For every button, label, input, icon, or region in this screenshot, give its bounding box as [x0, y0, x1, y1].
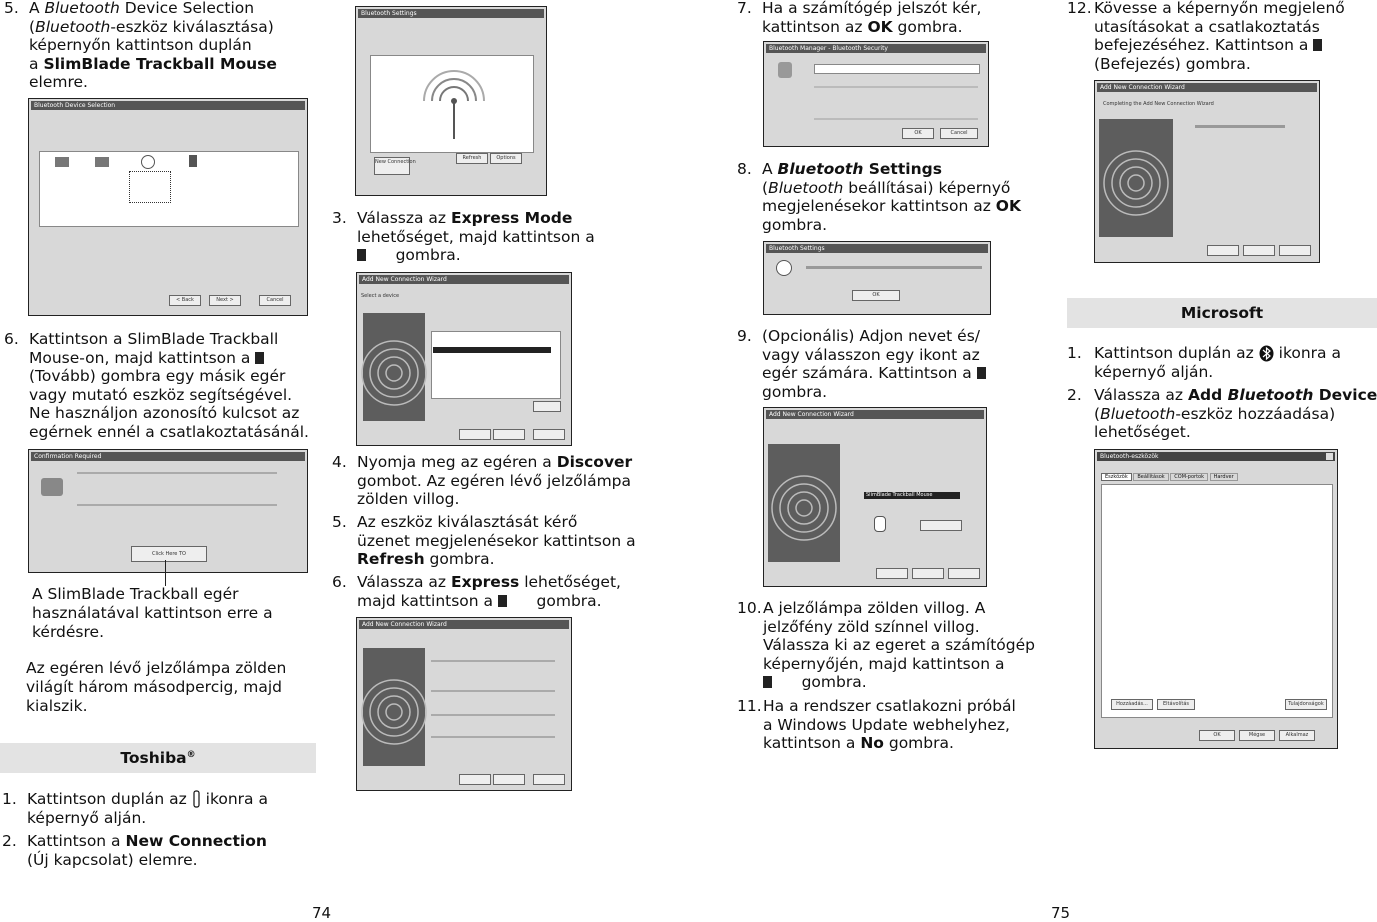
- wizard-graphic: [768, 444, 840, 562]
- screenshot-device-selection: [28, 98, 308, 316]
- ok-button: OK: [902, 128, 934, 139]
- text: Ha a rendszer csatlakozni próbál: [763, 697, 1016, 715]
- device-icon: [55, 157, 69, 167]
- text: Bluetooth: [1227, 386, 1314, 404]
- wizard-graphic: [363, 313, 425, 421]
- middle-column: [330, 0, 660, 918]
- next-button: [493, 774, 525, 785]
- text: befejezéséhez. Kattintson a: [1094, 36, 1309, 54]
- remove-button: Eltávolítás: [1157, 699, 1195, 710]
- window-title: Add New Connection Wizard: [769, 411, 854, 418]
- step-number: 5.: [4, 0, 19, 17]
- text: Kattintson duplán az: [27, 790, 187, 808]
- text: kattintson az: [762, 17, 868, 36]
- text: képernyő alján.: [27, 808, 147, 827]
- step-number: 3.: [332, 209, 347, 227]
- screenshot-bluetooth-devices: [1094, 449, 1338, 749]
- window-title: Bluetooth Settings: [361, 10, 417, 17]
- window-title: Add New Connection Wizard: [362, 621, 447, 628]
- text: Device: [1313, 386, 1377, 404]
- step-number: 8.: [737, 160, 752, 178]
- close-icon: [1326, 453, 1333, 460]
- text: utasításokat a csatlakoztatás: [1094, 17, 1320, 36]
- ok-button: OK: [852, 290, 900, 301]
- next-key-icon: [357, 249, 366, 261]
- text: a: [29, 54, 44, 73]
- option-text: [431, 714, 555, 738]
- cancel-button: Cancel: [259, 295, 291, 306]
- window-title: Bluetooth Settings: [769, 245, 825, 252]
- text: vagy válasszon egy ikont az: [762, 345, 980, 364]
- text: Express Mode: [450, 209, 573, 227]
- change-icon-button: [920, 520, 962, 531]
- selected-device: [129, 171, 171, 203]
- text: (Tovább) gombra egy másik egér: [29, 367, 286, 385]
- text: lehetőséget, majd kattintson a: [357, 227, 595, 246]
- text: Válassza az: [1094, 386, 1188, 404]
- text: Kattintson a: [27, 832, 126, 850]
- screenshot-select-device: [356, 272, 572, 446]
- text: gombot. Az egéren lévő jelzőlámpa: [357, 471, 632, 490]
- text: Bluetooth: [777, 160, 864, 178]
- right-column-a: 7. Ha a számítógép jelszót kér, kattintson az OK gombra. Bluetooth Manager - Bluetooth Security OK Cancel 8. A Bluetooth Settings (Bluetooth beállításai) képernyő megjelenésekor kattintson az OK gombra. Bluetooth Settings OK 9. (Opcionális) Adjon nevet és/ vagy válasszon egy ikont az egér számára. Kattintson a gombra. Add New Connection Wizard SlimBlade Trackball Mouse 10. A jelzőlámpa zölden villog. A jelzőfény zöld színnel villog. Válassza ki az egeret a számítógép képernyőjén, majd kattintson a gombra. 11. Ha a rendszer csatlakozni próbál a Windows Update webhelyhez, kattintson a No gombra.: [737, 0, 1035, 752]
- device-name-field: SlimBlade Trackball Mouse: [864, 492, 960, 499]
- bluetooth-icon: [1259, 345, 1274, 362]
- text: A: [29, 0, 45, 17]
- text: beállításai) képernyő: [843, 178, 1011, 197]
- computer-icon: [41, 478, 63, 496]
- back-button: [459, 774, 491, 785]
- text: OK: [867, 17, 893, 36]
- text: A: [762, 160, 778, 178]
- section-header-microsoft: [1067, 298, 1377, 328]
- cancel-button: [1279, 245, 1311, 256]
- screenshot-bluetooth-settings: [355, 6, 547, 196]
- add-button: Hozzáadás...: [1111, 699, 1153, 710]
- step-number: 12.: [1067, 0, 1092, 17]
- text: gombra.: [892, 17, 963, 36]
- led-note: [26, 659, 316, 716]
- window-title: Bluetooth-eszközök: [1100, 453, 1159, 460]
- text: a Windows Update webhelyhez,: [763, 715, 1010, 734]
- step-number: 2.: [1067, 386, 1082, 404]
- text: Bluetooth: [768, 178, 844, 197]
- finish-button: [1243, 245, 1275, 256]
- callout-line: [165, 560, 166, 586]
- text: kattintson a: [763, 734, 861, 752]
- text: Bluetooth: [1100, 404, 1176, 423]
- text: képernyőjén, majd kattintson a: [763, 654, 1005, 673]
- screenshot-security: [763, 41, 989, 147]
- text: Kattintson duplán az: [1094, 344, 1254, 362]
- dialog-text: [814, 86, 978, 120]
- text: Kattintson a SlimBlade Trackball: [29, 330, 279, 348]
- text: képernyő alján.: [1094, 362, 1214, 381]
- step-number: 6.: [332, 573, 347, 591]
- screenshot-settings-ok: [763, 241, 991, 315]
- text: gombra.: [424, 550, 495, 568]
- text: ikonra a: [205, 790, 268, 808]
- page-number-right: 75: [1051, 904, 1071, 922]
- text: Az egéren lévő jelzőlámpa zölden: [26, 659, 287, 677]
- text: Refresh: [357, 550, 425, 568]
- cancel-button: [533, 774, 565, 785]
- wizard-subtitle: Select a device: [361, 293, 400, 299]
- cancel-button: Mégse: [1239, 730, 1275, 741]
- text: kialszik.: [26, 697, 88, 715]
- device-icon: [95, 157, 109, 167]
- next-button: Next >: [209, 295, 241, 306]
- ok-button: OK: [1199, 730, 1235, 741]
- dialog-text: [806, 266, 982, 269]
- text: Válassza az: [357, 209, 451, 227]
- new-connection-button: New Connection: [374, 157, 410, 175]
- tab-options: Beállítások: [1133, 473, 1168, 481]
- text: No: [860, 734, 884, 752]
- signal-tower-icon: [414, 61, 494, 141]
- text: Válassza ki az egeret a számítógép: [763, 636, 1035, 654]
- wizard-subtitle: Completing the Add New Connection Wizard: [1103, 101, 1214, 107]
- text: gombra.: [801, 673, 867, 691]
- device-list: [431, 331, 561, 399]
- text: egér számára. Kattintson a: [762, 364, 972, 382]
- text: Az eszköz kiválasztását kérő: [357, 513, 578, 531]
- screenshot-name-device: [763, 407, 987, 587]
- text: Nyomja meg az egéren a: [357, 453, 557, 471]
- apply-button: Alkalmaz: [1279, 730, 1315, 741]
- text: ikonra a: [1278, 344, 1341, 362]
- text: (Befejezés) gombra.: [1094, 54, 1251, 73]
- text: jelzőfény zöld színnel villog.: [763, 617, 980, 636]
- text: lehetőséget,: [519, 573, 621, 591]
- text: majd kattintson a: [357, 591, 494, 610]
- next-key-icon: [255, 352, 264, 364]
- back-button: [459, 429, 491, 440]
- section-header-toshiba: [0, 743, 316, 773]
- window-title: Add New Connection Wizard: [1100, 84, 1185, 91]
- cancel-button: [533, 429, 565, 440]
- registered-mark: ®: [186, 749, 196, 760]
- left-column: 5. A Bluetooth Device Selection (Bluetooth-eszköz kiválasztása) képernyőn kattintson duplán a SlimBlade Trackball Mouse elemre. Bluetooth Device Selection < Back Next > Cancel 6. Kattintson a SlimBlade Trackball Mouse-on, majd kattintson a (Tovább) gombra egy másik egér vagy mutató eszköz segítségével. Ne használjon azonosító kulcsot az egérnek ennél a csatlakoztatásánál. Confirmation Required Click Here TO A SlimBlade Trackball egér használatával kattintson erre a kérdésre. Az egéren lévő jelzőlámpa zölden világít három másodpercig, majd kialszik. Toshiba® 1. Kattintson duplán az ikonra a képernyő alján. 2. Kattintson a New Connection (Új kapcsolat) elemre.: [0, 0, 318, 918]
- tab-com-ports: COM-portok: [1170, 473, 1208, 481]
- text: Microsoft: [1180, 304, 1264, 322]
- text: Válassza az: [357, 573, 451, 591]
- back-button: < Back: [169, 295, 201, 306]
- text: Ne használjon azonosító kulcsot az: [29, 404, 300, 422]
- screenshot-confirmation: [28, 449, 308, 573]
- dialog-text: [77, 472, 277, 506]
- step-number: 9.: [737, 327, 752, 345]
- mouse-icon: [874, 516, 886, 532]
- screenshot-caption: [32, 585, 316, 642]
- window-title: Confirmation Required: [34, 453, 102, 460]
- text: A SlimBlade Trackball egér: [32, 585, 239, 603]
- bluetooth-tray-icon: [192, 791, 201, 807]
- step-number: 1.: [2, 790, 17, 808]
- text: vagy mutató eszköz segítségével.: [29, 385, 293, 404]
- step-number: 2.: [2, 832, 17, 850]
- text: képernyőn kattintson duplán: [29, 36, 252, 54]
- cancel-button: [948, 568, 980, 579]
- refresh-button: [533, 401, 561, 412]
- text: SlimBlade Trackball Mouse: [43, 54, 277, 73]
- text: használatával kattintson erre a: [32, 604, 273, 622]
- next-key-icon: [498, 595, 507, 607]
- screenshot-express-mode: [356, 617, 572, 791]
- step-number: 6.: [4, 330, 19, 348]
- text: megjelenésekor kattintson az: [762, 197, 996, 215]
- option-text: [431, 660, 555, 692]
- text: Add: [1187, 386, 1228, 404]
- right-column-b: 12. Kövesse a képernyőn megjelenő utasításokat a csatlakoztatás befejezéséhez. Kattintson a (Befejezés) gombra. Add New Connection Wizard Completing the Add New Connection Wizard Microsoft 1. Kattintson duplán az ikonra a képernyő alján. 2. Válassza az Add Bluetooth Device (Bluetooth-eszköz hozzáadása) lehetőséget. Bluetooth-eszközök Eszközök Beállítások COM-portok Hardver Hozzáadás... Eltávolítás Tulajdonságok OK Mégse Alkalmaz: [1067, 0, 1377, 918]
- back-button: [876, 568, 908, 579]
- window-title: Add New Connection Wizard: [362, 276, 447, 283]
- text: A jelzőlámpa zölden villog. A: [763, 599, 986, 617]
- text: Mouse-on, majd kattintson a: [29, 348, 251, 367]
- next-button: [912, 568, 944, 579]
- step-number: 10.: [737, 599, 762, 617]
- refresh-button: Refresh: [456, 153, 488, 164]
- tab-bar: [1101, 472, 1238, 482]
- properties-button: Tulajdonságok: [1285, 699, 1327, 710]
- text: kérdésre.: [32, 623, 105, 641]
- text: gombra.: [395, 246, 461, 264]
- device-icon: [141, 155, 155, 169]
- text: Settings: [863, 160, 942, 178]
- text: Device Selection: [119, 0, 255, 17]
- text: elemre.: [29, 73, 88, 91]
- text: (Opcionális) Adjon nevet és/: [762, 327, 980, 345]
- text: Kövesse a képernyőn megjelenő: [1094, 0, 1345, 17]
- wizard-graphic: [1099, 119, 1173, 237]
- text: zölden villog.: [357, 490, 460, 508]
- dialog-text: [1195, 125, 1285, 128]
- text: gombra.: [762, 215, 828, 234]
- step-number: 11.: [737, 697, 762, 715]
- text: Discover: [556, 453, 633, 471]
- window-title: Bluetooth Device Selection: [34, 102, 116, 109]
- window-title: Bluetooth Manager - Bluetooth Security: [769, 45, 888, 52]
- tab-devices: Eszközök: [1101, 473, 1132, 481]
- step-number: 1.: [1067, 344, 1082, 362]
- text: Toshiba: [120, 749, 187, 767]
- text: gombra.: [883, 734, 954, 752]
- next-key-icon: [763, 676, 772, 688]
- cancel-button: Cancel: [940, 128, 978, 139]
- text: lehetőséget.: [1094, 423, 1191, 441]
- text: Express: [450, 573, 520, 591]
- tab-hardware: Hardver: [1210, 473, 1238, 481]
- text: Ha a számítógép jelszót kér,: [762, 0, 982, 17]
- finish-key-icon: [1313, 39, 1322, 51]
- step-number: 5.: [332, 513, 347, 531]
- text: gombra.: [536, 591, 602, 610]
- text: Bluetooth: [35, 17, 111, 36]
- text: Bluetooth: [44, 0, 120, 17]
- text: New Connection: [125, 832, 267, 850]
- next-button: [493, 429, 525, 440]
- next-key-icon: [977, 367, 986, 379]
- text: üzenet megjelenésekor kattintson a: [357, 531, 636, 550]
- text: (Új kapcsolat) elemre.: [27, 850, 198, 869]
- text: egérnek ennél a csatlakoztatásánál.: [29, 422, 309, 441]
- text: gombra.: [762, 382, 828, 401]
- step-number: 7.: [737, 0, 752, 17]
- wizard-graphic: [363, 648, 425, 766]
- back-button: [1207, 245, 1239, 256]
- info-icon: [776, 260, 792, 276]
- device-icon: [189, 155, 197, 167]
- confirm-button: Click Here TO: [131, 546, 207, 562]
- key-icon: [778, 62, 792, 78]
- options-button: Options: [490, 153, 522, 164]
- text: OK: [995, 197, 1021, 215]
- page-number-left: 74: [312, 904, 332, 922]
- text: -eszköz kiválasztása): [110, 17, 274, 36]
- screenshot-completing-wizard: [1094, 80, 1320, 263]
- selected-row: [433, 347, 551, 353]
- device-list: [1101, 484, 1333, 718]
- text: -eszköz hozzáadása): [1175, 404, 1336, 423]
- step-number: 4.: [332, 453, 347, 471]
- text: világít három másodpercig, majd: [26, 678, 282, 696]
